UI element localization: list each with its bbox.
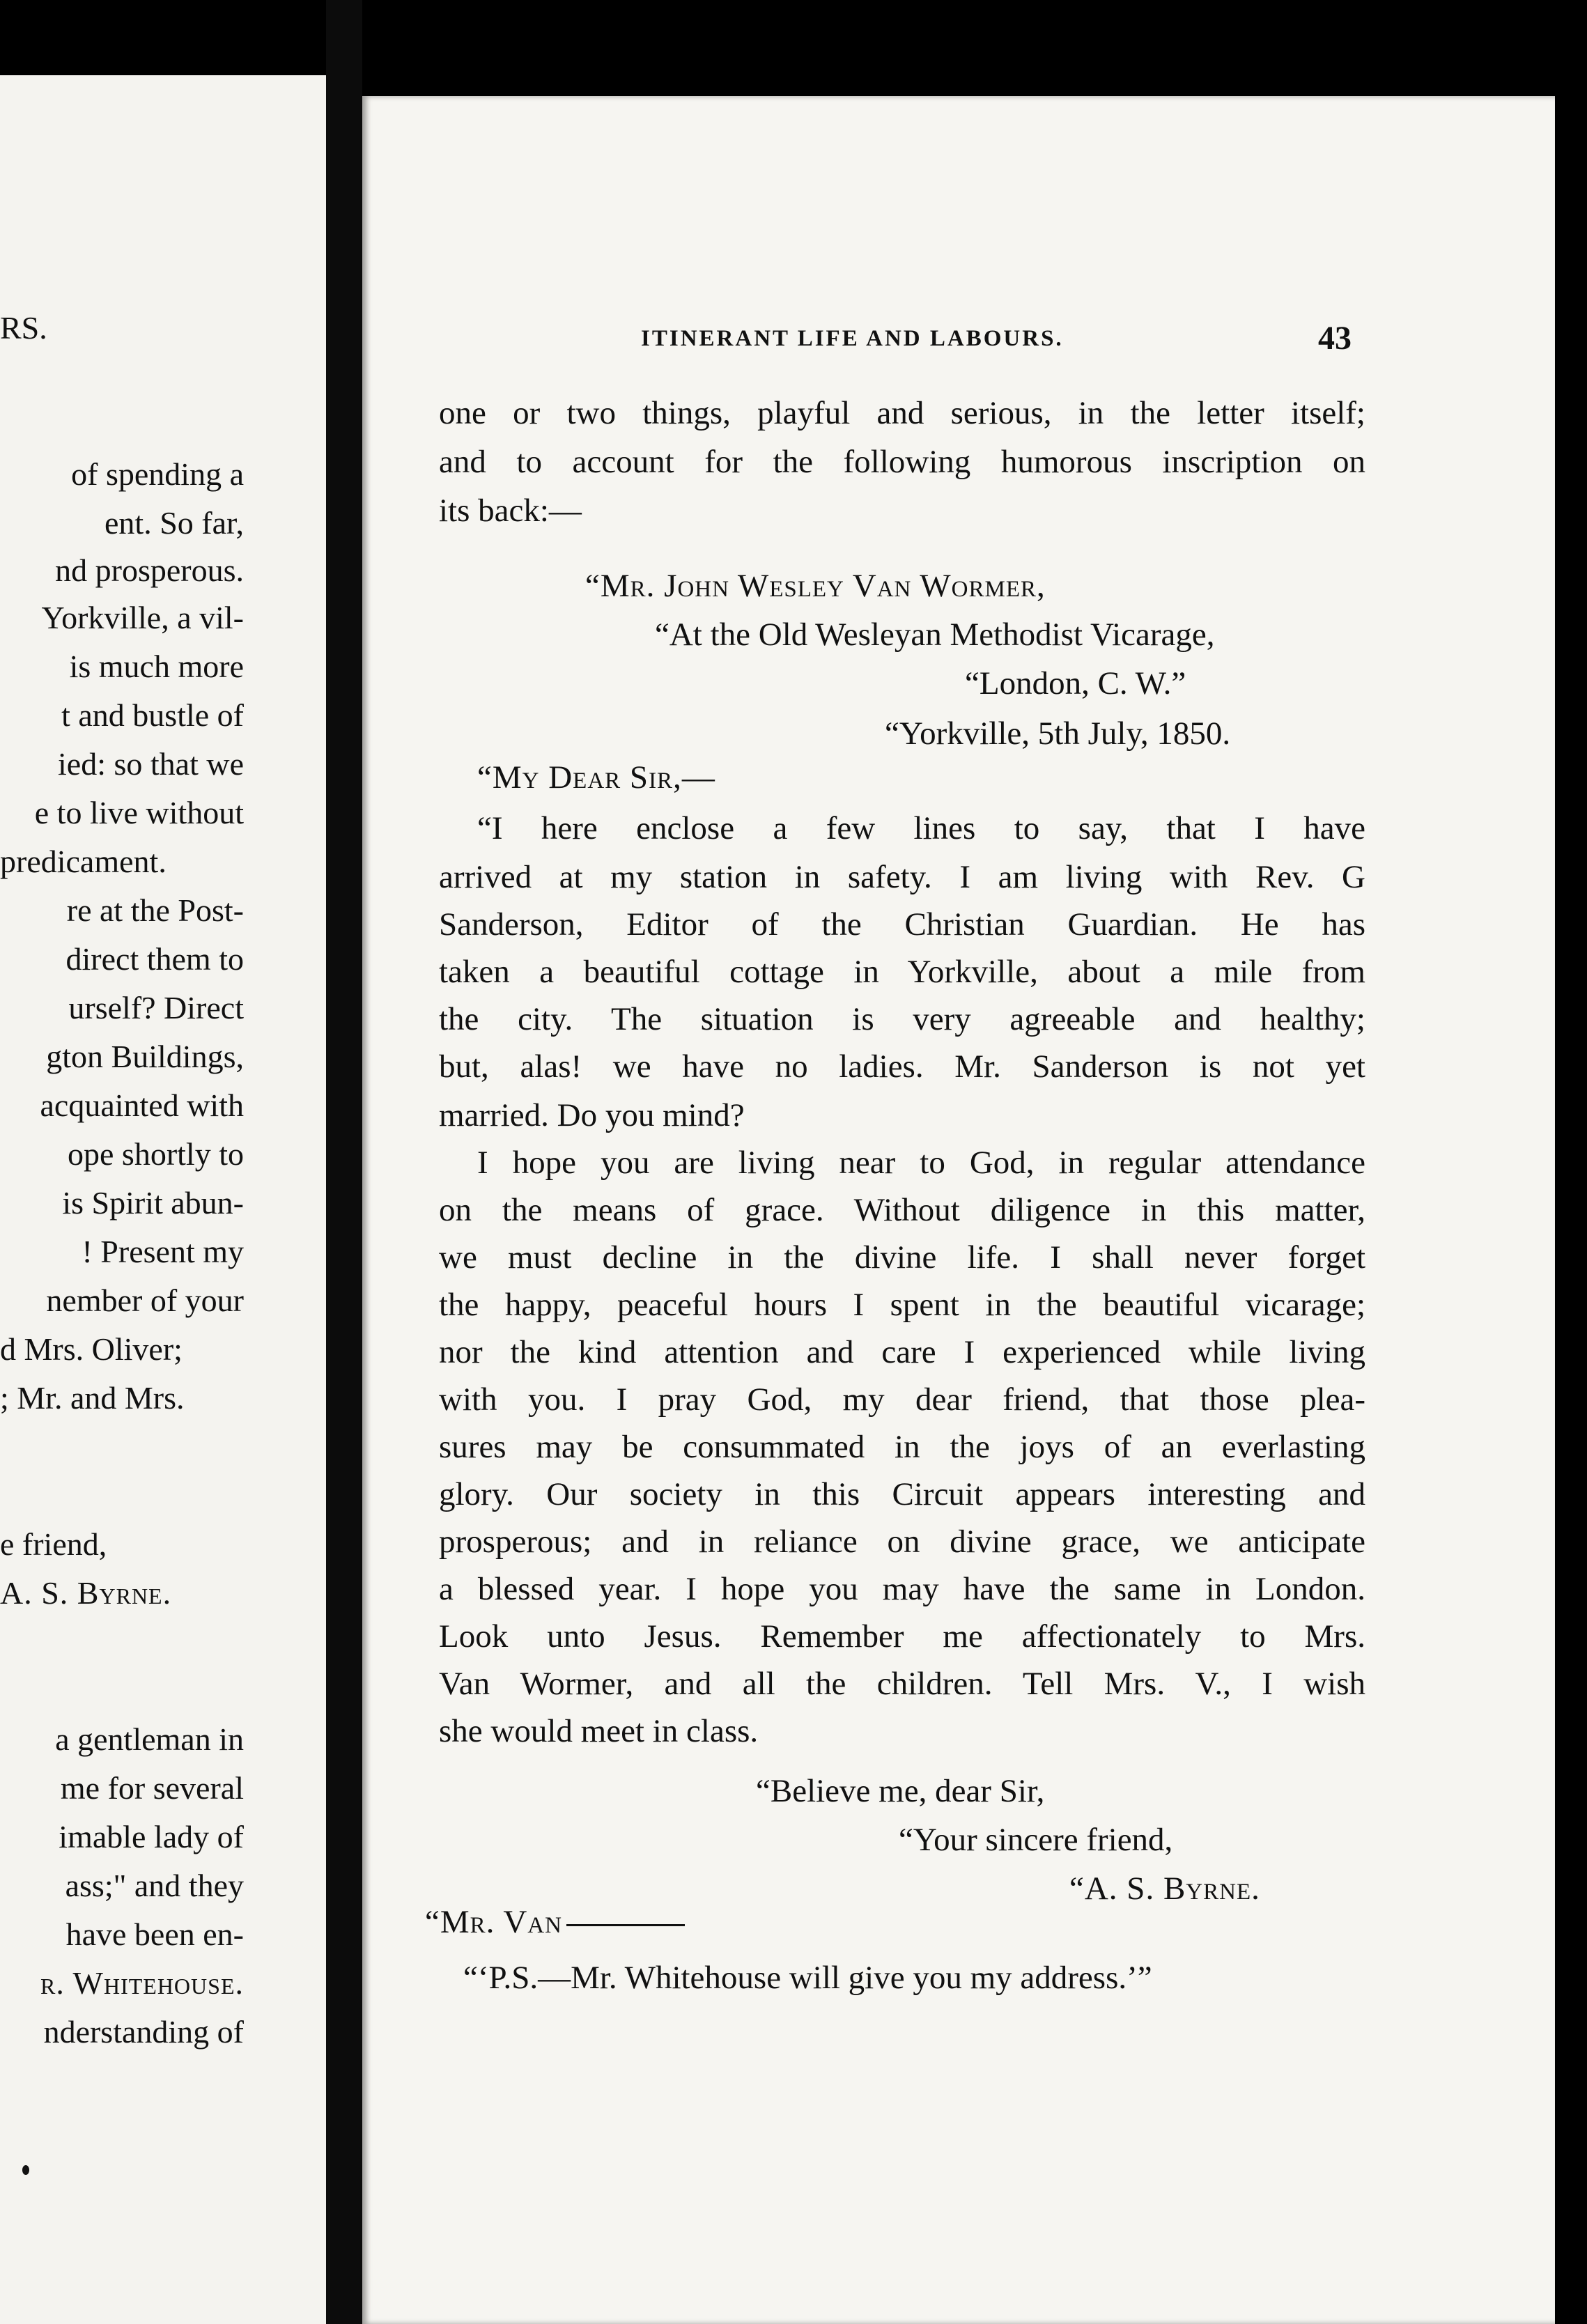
letter-line: arrived at my station in safety. I am living with Rev. G [439,859,1365,895]
signature: “A. S. Byrne. [1069,1870,1260,1907]
left-page [0,75,326,2324]
letter-line: prosperous; and in reliance on divine grace, we anticipate [439,1524,1365,1560]
letter-line: we must decline in the divine life. I shall never forget [439,1239,1365,1276]
running-head: ITINERANT LIFE AND LABOURS. [641,326,1064,351]
left-line: ass;" and they [65,1868,244,1903]
letter-line: nor the kind attention and care I experienced while living [439,1334,1365,1370]
left-line: is much more [69,649,244,684]
left-line: ent. So far, [104,505,244,541]
left-line: acquainted with [40,1087,244,1123]
left-line: Yorkville, a vil- [41,600,244,635]
letter-line: Van Wormer, and all the children. Tell Mrs. V., I wish [439,1666,1365,1702]
left-line: ied: so that we [58,746,244,782]
left-line: ; Mr. and Mrs. [0,1380,185,1416]
left-line: gton Buildings, [46,1039,244,1074]
left-line: of spending a [71,456,244,492]
letter-line: Look unto Jesus. Remember me affectionately to Mrs. [439,1618,1365,1655]
address-line: “Mr. John Wesley Van Wormer, [585,568,1046,604]
letter-line: a blessed year. I hope you may have the same in London. [439,1571,1365,1607]
body-line: and to account for the following humorous inscription on [439,444,1365,480]
left-line: ope shortly to [68,1136,244,1172]
right-page [362,96,1555,2324]
page-number: 43 [1318,320,1352,357]
letter-line: “I here enclose a few lines to say, that I have [477,810,1365,846]
addressee-line [425,1906,685,1939]
left-line: ! Present my [82,1234,244,1269]
closing-line: “Your sincere friend, [899,1822,1173,1858]
left-line: imable lady of [59,1819,244,1854]
ink-speck [22,2165,29,2175]
left-line: e friend, [0,1526,107,1562]
body-line: one or two things, playful and serious, in the letter itself; [439,395,1365,431]
left-line: a gentleman in [55,1721,244,1757]
postscript: “‘P.S.—Mr. Whitehouse will give you my address.’” [463,1960,1152,1996]
letter-line: she would meet in class. [439,1713,759,1749]
left-line: urself? Direct [68,990,244,1025]
address-line: “London, C. W.” [965,665,1186,702]
left-line: t and bustle of [61,697,244,733]
left-line: d Mrs. Oliver; [0,1331,183,1367]
left-line: predicament. [0,844,167,879]
left-line: r. Whitehouse. [40,1965,244,2001]
letter-line: the happy, peaceful hours I spent in the beautiful vicarage; [439,1287,1365,1323]
left-line: me for several [60,1770,244,1806]
addressee: “Mr. Van [425,1904,562,1940]
letter-line: married. Do you mind? [439,1097,745,1133]
address-line: “At the Old Wesleyan Methodist Vicarage, [655,617,1215,653]
left-line: nember of your [46,1283,244,1318]
letter-line: glory. Our society in this Circuit appears interesting and [439,1476,1365,1512]
letter-line: with you. I pray God, my dear friend, that those plea- [439,1381,1365,1418]
left-line: nderstanding of [43,2014,244,2050]
letter-line: sures may be consummated in the joys of an everlasting [439,1429,1365,1465]
left-line: A. S. Byrne. [0,1575,172,1611]
letter-line: taken a beautiful cottage in Yorkville, about a mile from [439,954,1365,990]
left-line: re at the Post- [66,892,244,928]
salutation: “My Dear Sir,— [477,759,715,796]
left-line: direct them to [65,941,244,977]
left-line: e to live without [34,795,244,830]
letter-line: but, alas! we have no ladies. Mr. Sanderson is not yet [439,1048,1365,1085]
left-line: have been en- [65,1916,244,1952]
dateline: “Yorkville, 5th July, 1850. [885,715,1231,752]
right-edge [1555,0,1587,2324]
left-line: is Spirit abun- [62,1185,244,1221]
closing-line: “Believe me, dear Sir, [756,1773,1045,1809]
letter-line: on the means of grace. Without diligence in this matter, [439,1192,1365,1228]
body-line: its back:— [439,493,582,529]
blank-rule [566,1924,685,1926]
left-line: RS. [0,310,47,346]
letter-line: the city. The situation is very agreeable and healthy; [439,1001,1365,1037]
letter-line: Sanderson, Editor of the Christian Guardian. He has [439,906,1365,943]
letter-line: I hope you are living near to God, in regular attendance [477,1145,1365,1181]
left-line: nd prosperous. [55,552,244,588]
book-gutter [326,0,362,2324]
